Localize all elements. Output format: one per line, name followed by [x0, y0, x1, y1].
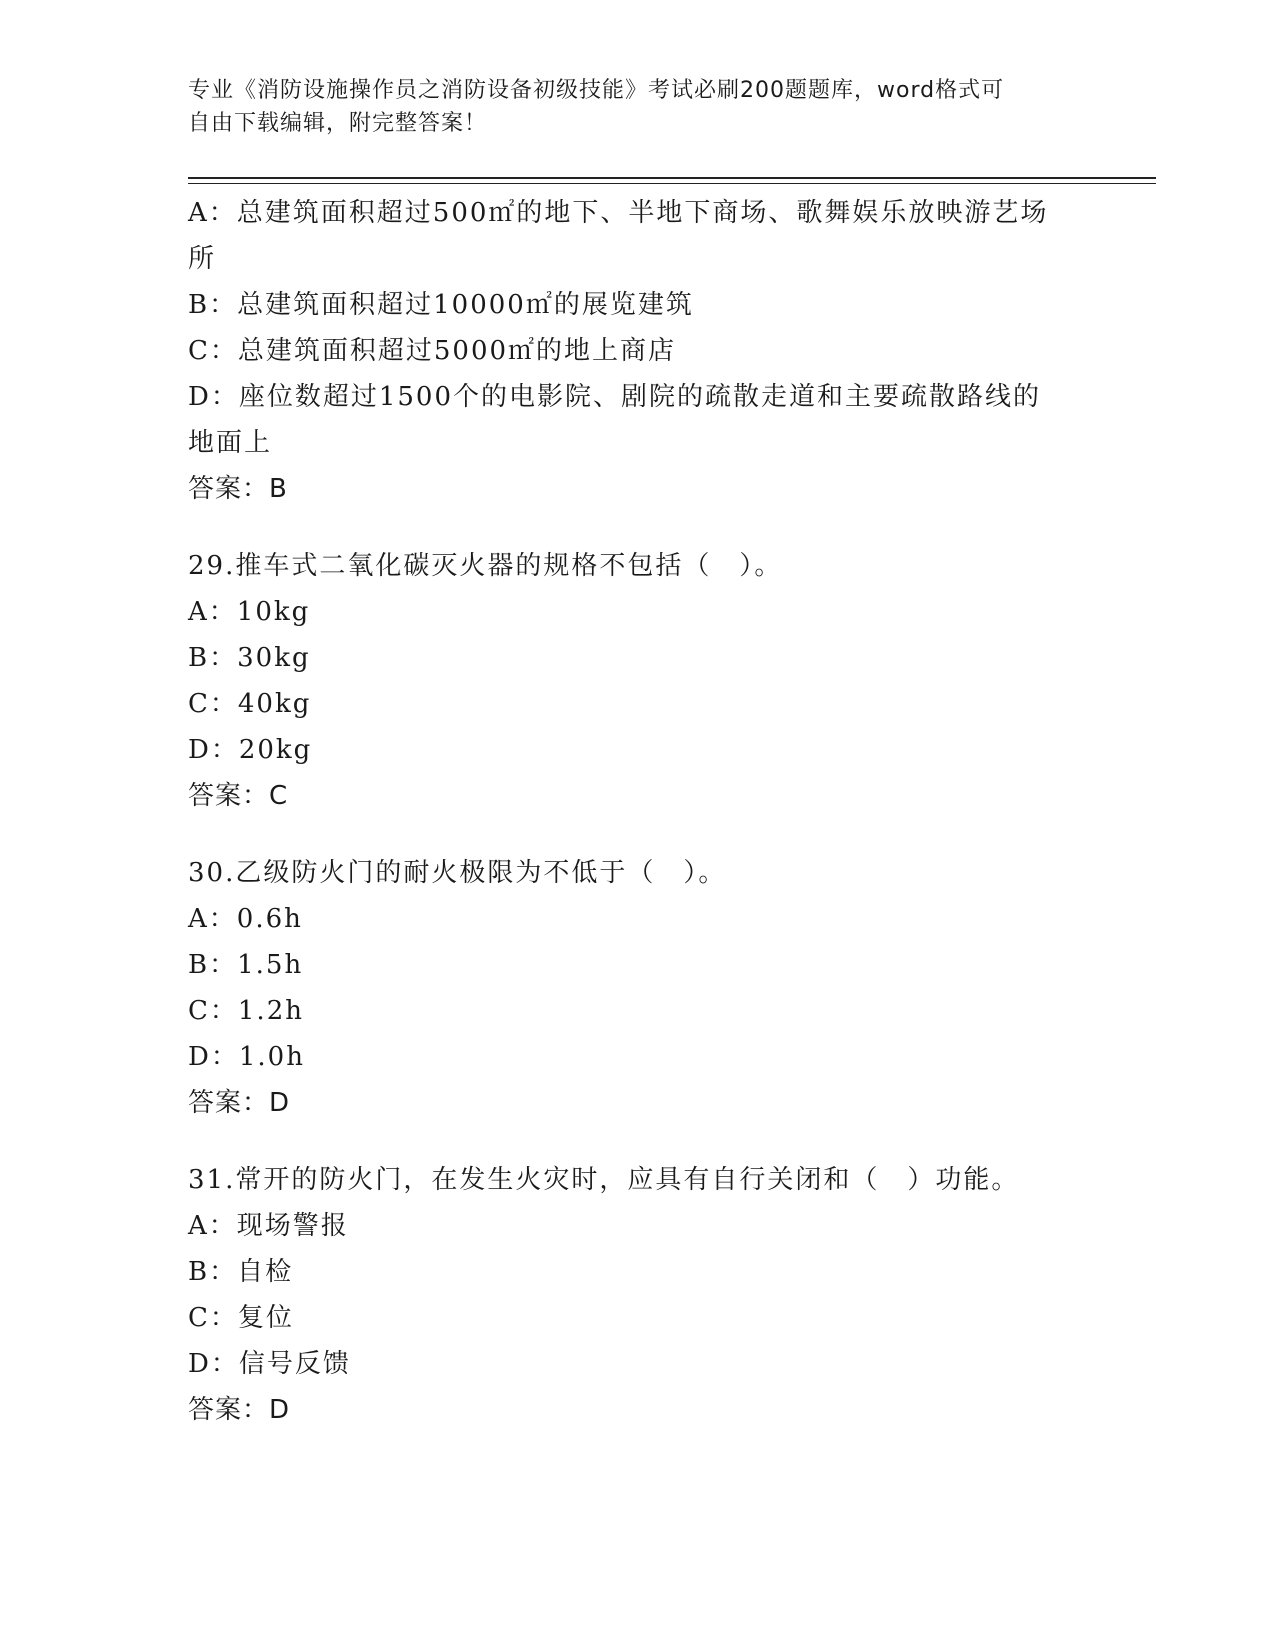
- answer: 答案：D: [188, 1395, 291, 1425]
- answer: 答案：D: [188, 1088, 291, 1118]
- option-b: B：1.5h: [188, 950, 304, 980]
- option-d: D：20kg: [188, 735, 313, 765]
- document-header: [188, 74, 1068, 140]
- question-text: 29.推车式二氧化碳灭火器的规格不包括（ ）。: [188, 551, 783, 581]
- option-a: A：总建筑面积超过500㎡的地下、半地下商场、歌舞娱乐放映游艺场: [188, 198, 1049, 228]
- answer: 答案：C: [188, 781, 289, 811]
- option-d: D：座位数超过1500个的电影院、剧院的疏散走道和主要疏散路线的: [188, 382, 1042, 412]
- option-a-continued: 所: [188, 244, 217, 274]
- question-31-block: [188, 1157, 1088, 1433]
- option-b: B：30kg: [188, 643, 311, 673]
- option-c: C：40kg: [188, 689, 312, 719]
- option-a: A：10kg: [188, 597, 311, 627]
- option-d-continued: 地面上: [188, 428, 273, 458]
- option-c: C：总建筑面积超过5000㎡的地上商店: [188, 336, 677, 366]
- question-29-block: [188, 543, 1088, 819]
- question-30-block: [188, 850, 1088, 1126]
- document-body: [188, 190, 1088, 1433]
- question-text: 30.乙级防火门的耐火极限为不低于（ ）。: [188, 858, 727, 888]
- header-divider-thick: [188, 177, 1156, 179]
- header-line-1: 专业《消防设施操作员之消防设备初级技能》考试必刷200题题库，word格式可: [188, 78, 1005, 103]
- question-28-block: [188, 190, 1088, 512]
- header-divider-thin: [188, 183, 1156, 184]
- option-c: C：1.2h: [188, 996, 304, 1026]
- option-b: B：自检: [188, 1257, 294, 1287]
- question-text: 31.常开的防火门，在发生火灾时，应具有自行关闭和（ ）功能。: [188, 1165, 1020, 1195]
- answer: 答案：B: [188, 474, 288, 504]
- option-c: C：复位: [188, 1303, 294, 1333]
- option-d: D：信号反馈: [188, 1349, 351, 1379]
- option-a: A：0.6h: [188, 904, 303, 934]
- option-a: A：现场警报: [188, 1211, 349, 1241]
- header-line-2: 自由下载编辑，附完整答案！: [188, 111, 488, 136]
- option-b: B：总建筑面积超过10000㎡的展览建筑: [188, 290, 694, 320]
- option-d: D：1.0h: [188, 1042, 305, 1072]
